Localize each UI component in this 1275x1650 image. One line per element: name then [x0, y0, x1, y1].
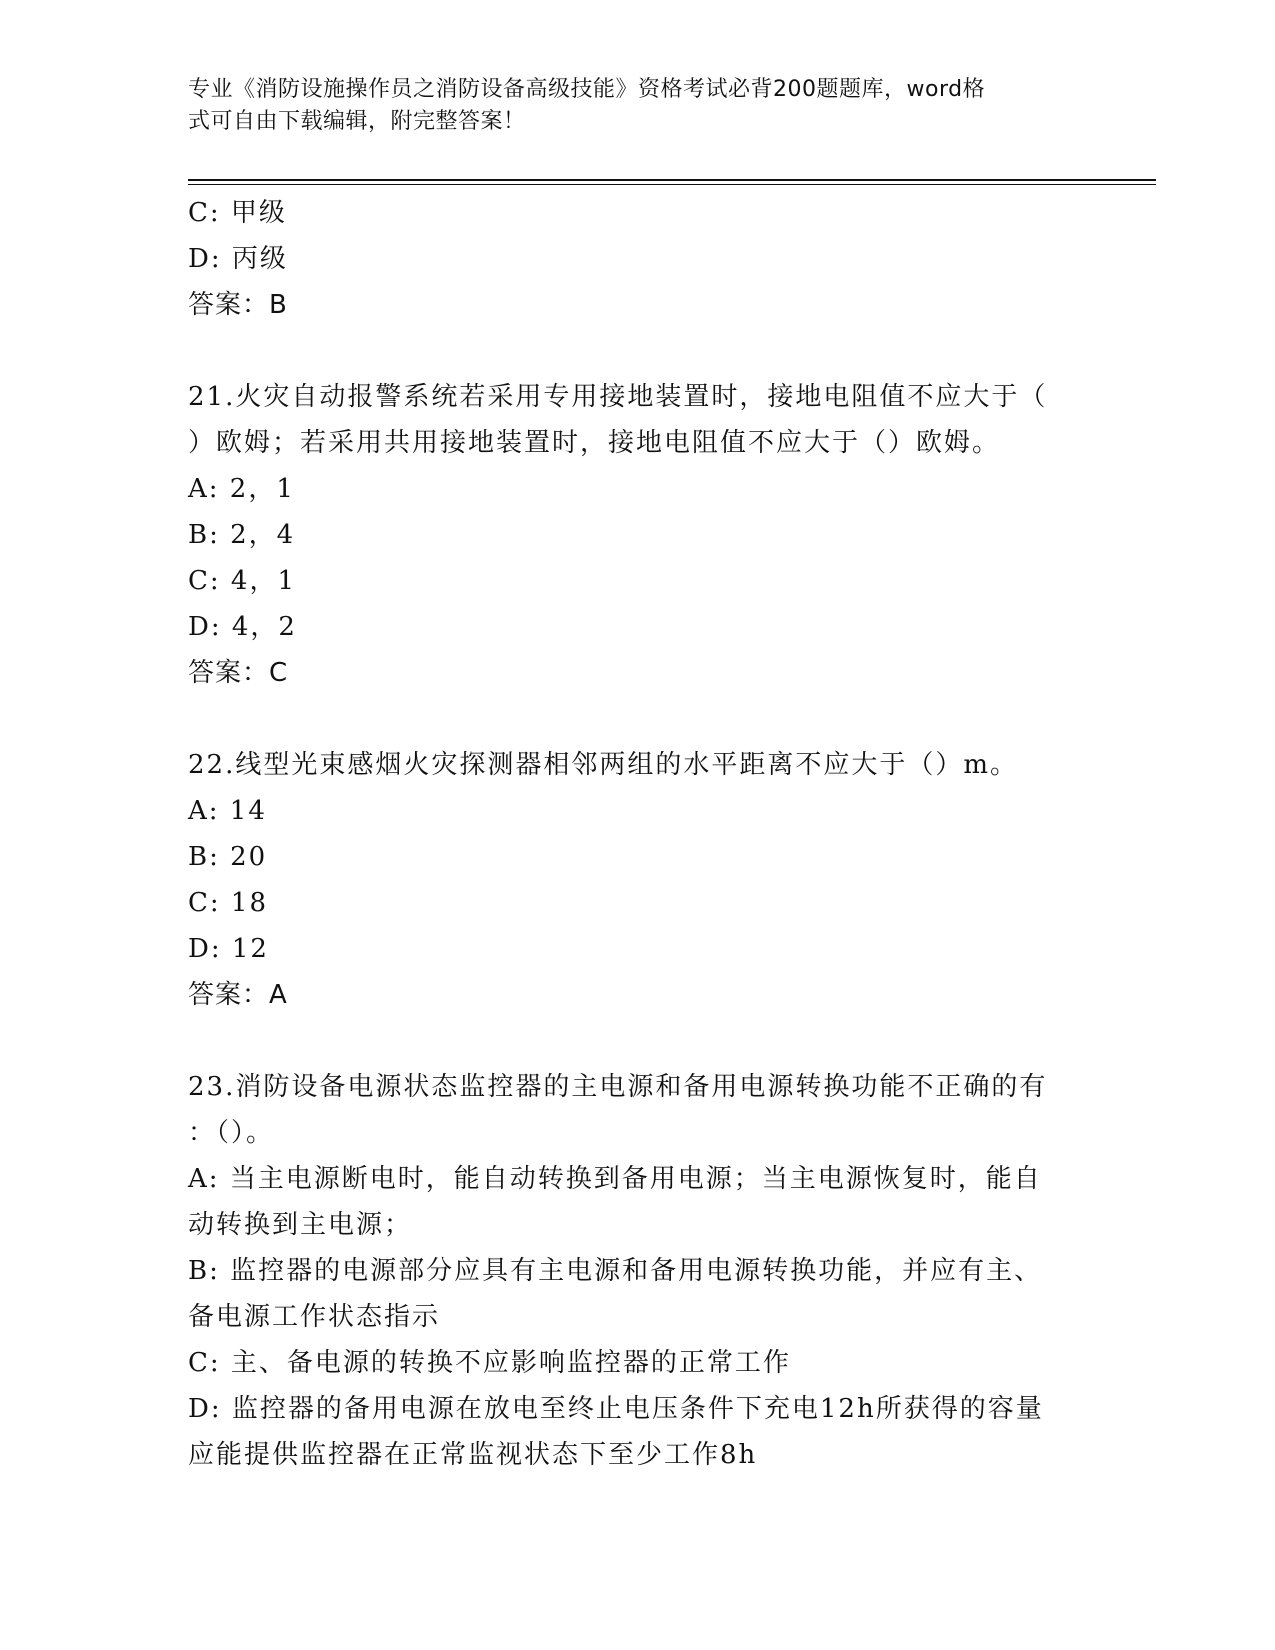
- option-c: C: 4，1: [188, 566, 297, 596]
- question-content: [188, 190, 1088, 1478]
- option-b: B: 2，4: [188, 520, 296, 550]
- question-21: [188, 374, 1088, 696]
- option-d: D: 12: [188, 934, 269, 964]
- header-line-2: 式可自由下载编辑，附完整答案！: [188, 109, 526, 134]
- option-c: C: 主、备电源的转换不应影响监控器的正常工作: [188, 1348, 791, 1378]
- option-c: C: 甲级: [188, 198, 287, 228]
- option-d: D: 监控器的备用电源在放电至终止电压条件下充电12h所获得的容量: [188, 1394, 1044, 1424]
- option-d: D: 4，2: [188, 612, 297, 642]
- option-c: C: 18: [188, 888, 269, 918]
- question-stem: 23.消防设备电源状态监控器的主电源和备用电源转换功能不正确的有: [188, 1072, 1048, 1102]
- option-b: B: 监控器的电源部分应具有主电源和备用电源转换功能，并应有主、: [188, 1256, 1043, 1286]
- header-divider-thin: [188, 184, 1156, 185]
- question-22: [188, 742, 1088, 1018]
- spacer: [188, 328, 1088, 374]
- header-line-1: 专业《消防设施操作员之消防设备高级技能》资格考试必背200题题库，word格: [188, 77, 986, 102]
- option-b-continued: 备电源工作状态指示: [188, 1302, 441, 1332]
- question-stem: ：（）。: [188, 1118, 275, 1148]
- option-d-continued: 应能提供监控器在正常监视状态下至少工作8h: [188, 1440, 758, 1470]
- option-d: D: 丙级: [188, 244, 288, 274]
- answer-line: 答案：C: [188, 658, 289, 688]
- spacer: [188, 696, 1088, 742]
- option-b: B: 20: [188, 842, 268, 872]
- answer-line: 答案：A: [188, 980, 288, 1010]
- header-divider-thick: [188, 179, 1156, 181]
- continued-question: [188, 190, 1088, 328]
- question-stem: 21.火灾自动报警系统若采用专用接地装置时，接地电阻值不应大于（: [188, 382, 1048, 412]
- answer-line: 答案：B: [188, 290, 288, 320]
- option-a-continued: 动转换到主电源；: [188, 1210, 413, 1240]
- option-a: A: 14: [188, 796, 267, 826]
- option-a: A: 当主电源断电时，能自动转换到备用电源；当主电源恢复时，能自: [188, 1164, 1042, 1194]
- question-stem: 22.线型光束感烟火灾探测器相邻两组的水平距离不应大于（）m。: [188, 750, 1019, 780]
- option-a: A: 2，1: [188, 474, 295, 504]
- document-header: [188, 74, 1068, 138]
- question-23: [188, 1064, 1088, 1478]
- spacer: [188, 1018, 1088, 1064]
- question-stem: ）欧姆；若采用共用接地装置时，接地电阻值不应大于（）欧姆。: [188, 428, 1001, 458]
